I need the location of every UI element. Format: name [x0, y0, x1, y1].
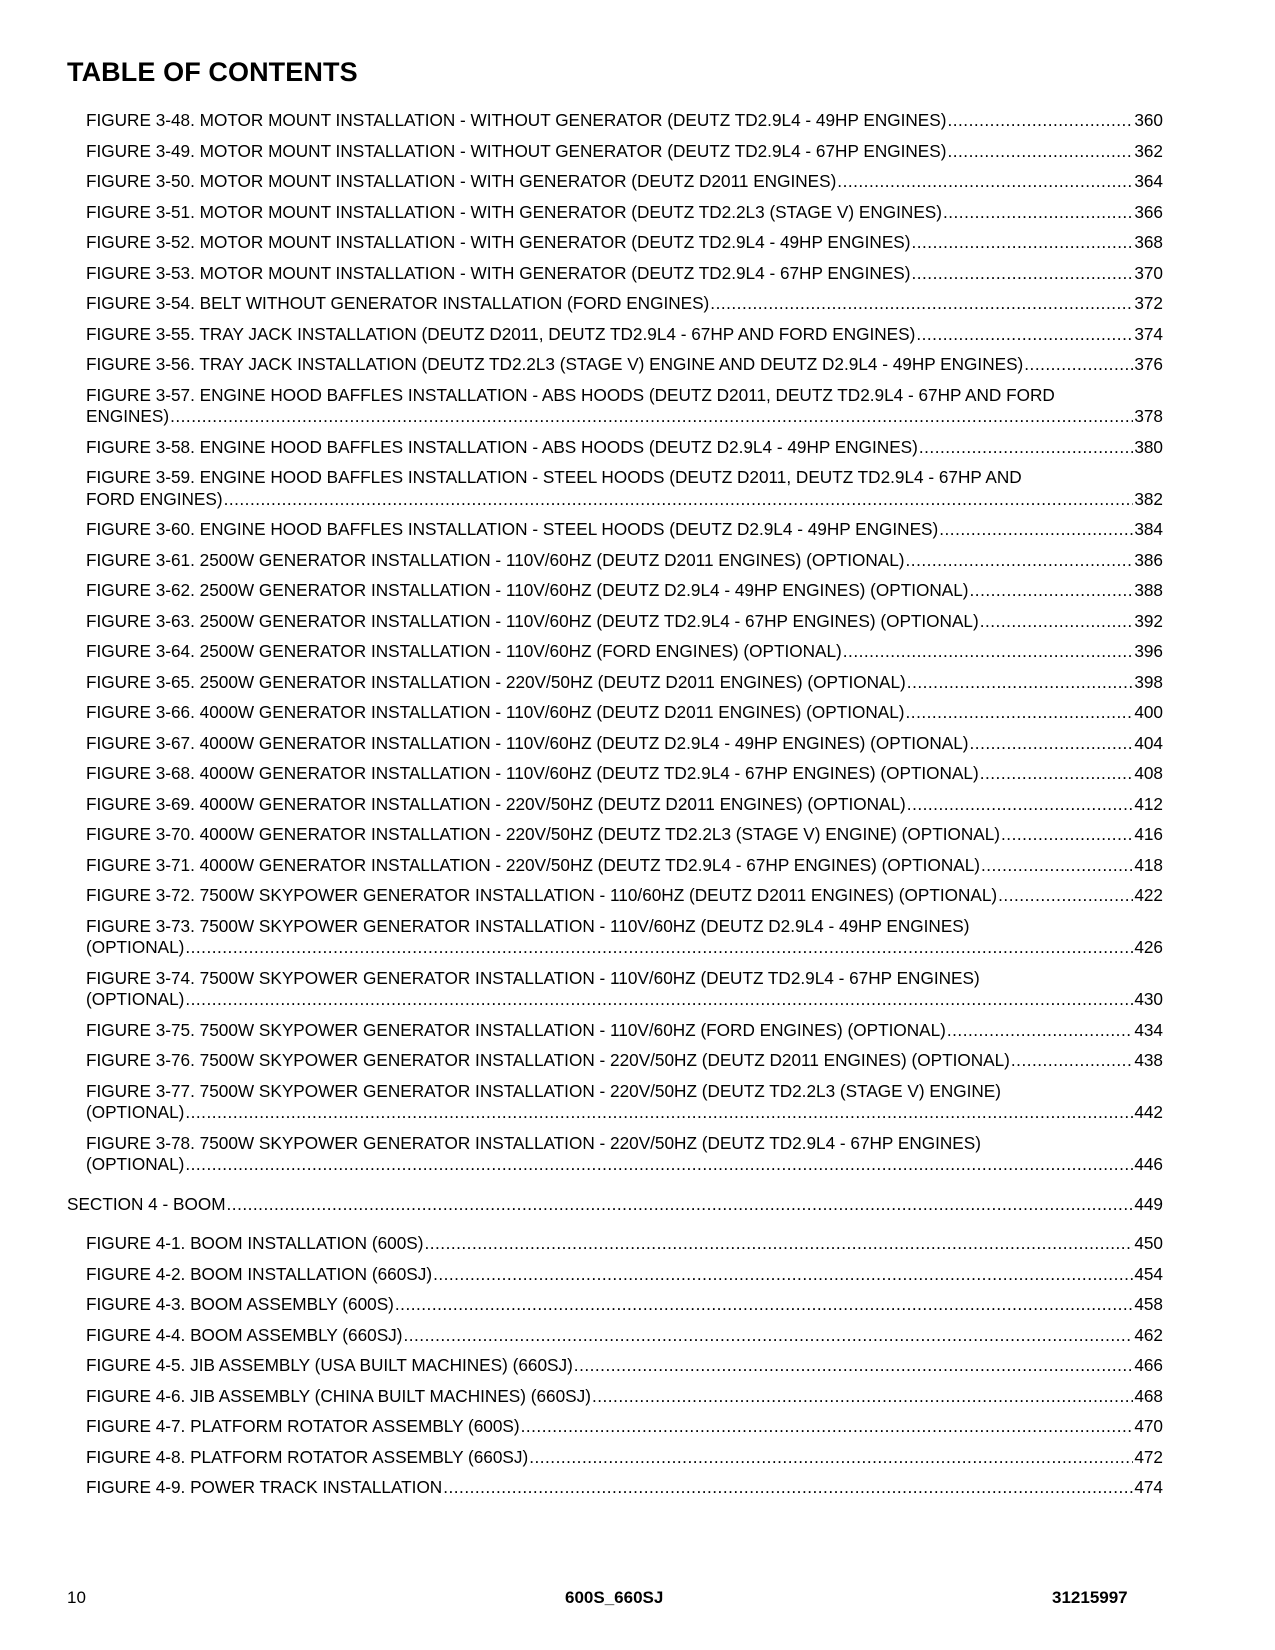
dot-leader [981, 855, 1133, 877]
toc-entry-title: FIGURE 4-4. BOOM ASSEMBLY (660SJ) [86, 1324, 403, 1345]
dot-leader [433, 1264, 1133, 1286]
dot-leader [185, 1102, 1133, 1124]
dot-leader [947, 1020, 1133, 1042]
toc-page-number: 396 [1134, 641, 1163, 661]
toc-page-number: 370 [1134, 262, 1163, 283]
dot-leader [227, 1194, 1134, 1216]
toc-entry-title: FIGURE 3-75. 7500W SKYPOWER GENERATOR INSTALLATION - 110V/60HZ (FORD ENGINES) (OPTIONAL) [86, 1019, 946, 1040]
toc-figure-entry[interactable] [86, 794, 1163, 816]
toc-page-number: 474 [1134, 1477, 1163, 1497]
toc-entry-title: FIGURE 3-63. 2500W GENERATOR INSTALLATION - 110V/60HZ (DEUTZ TD2.9L4 - 67HP ENGINES) (OPTIONAL) [86, 610, 979, 631]
dot-leader [980, 763, 1134, 785]
toc-entry-title: FIGURE 3-67. 4000W GENERATOR INSTALLATION - 110V/60HZ (DEUTZ D2.9L4 - 49HP ENGINES) (OPTIONAL) [86, 732, 969, 753]
dot-leader [185, 937, 1133, 959]
toc-page-number: 362 [1134, 140, 1163, 161]
toc-figure-entry[interactable] [86, 437, 1163, 459]
toc-figure-entry[interactable] [86, 171, 1163, 193]
toc-figure-entry[interactable] [86, 110, 1163, 132]
toc-entry-title: FIGURE 3-50. MOTOR MOUNT INSTALLATION - WITH GENERATOR (DEUTZ D2011 ENGINES) [86, 171, 837, 191]
toc-entry-title: FIGURE 3-64. 2500W GENERATOR INSTALLATION - 110V/60HZ (FORD ENGINES) (OPTIONAL) [86, 641, 842, 661]
dot-leader [943, 202, 1133, 224]
toc-page-number: 438 [1134, 1050, 1163, 1070]
toc-entry-title: FIGURE 4-2. BOOM INSTALLATION (660SJ) [86, 1263, 433, 1284]
toc-page-number: 466 [1134, 1355, 1163, 1375]
toc-page-number: 418 [1134, 854, 1163, 875]
toc-page-number: 450 [1134, 1233, 1163, 1253]
dot-leader [592, 1386, 1133, 1408]
toc-entry-title: FIGURE 3-57. ENGINE HOOD BAFFLES INSTALLATION - ABS HOODS (DEUTZ D2011, DEUTZ TD2.9L4 - 67HP AND FORD [86, 384, 1055, 405]
dot-leader [443, 1477, 1133, 1499]
toc-page-number: 368 [1134, 232, 1163, 252]
toc-page-number: 376 [1134, 354, 1163, 374]
toc-entry-title: FIGURE 3-66. 4000W GENERATOR INSTALLATION - 110V/60HZ (DEUTZ D2011 ENGINES) (OPTIONAL) [86, 702, 905, 722]
dot-leader [916, 324, 1133, 346]
toc-figure-entry[interactable] [86, 1355, 1163, 1377]
dot-leader [980, 611, 1134, 633]
toc-figure-entry[interactable] [86, 1325, 1163, 1347]
toc-page-number: 426 [1134, 937, 1163, 957]
dot-leader [970, 580, 1134, 602]
toc-entry-title: FIGURE 3-59. ENGINE HOOD BAFFLES INSTALLATION - STEEL HOODS (DEUTZ D2011, DEUTZ TD2.9L4 - 67HP AND [86, 467, 1022, 487]
toc-page-number: 388 [1134, 580, 1163, 600]
toc-figure-entry[interactable] [86, 1081, 1163, 1124]
dot-leader [529, 1447, 1133, 1469]
toc-page-number: 380 [1134, 436, 1163, 457]
toc-entry-title-cont: (OPTIONAL) [86, 1102, 185, 1122]
dot-leader [939, 519, 1133, 541]
toc-figure-entry[interactable] [86, 672, 1163, 694]
toc-figure-entry[interactable] [86, 1020, 1163, 1042]
toc-figure-entry[interactable] [86, 1264, 1163, 1286]
toc-entry-title: FIGURE 3-54. BELT WITHOUT GENERATOR INSTALLATION (FORD ENGINES) [86, 293, 710, 313]
toc-figure-entry[interactable] [86, 263, 1163, 285]
toc-figure-entry[interactable] [86, 519, 1163, 541]
toc-entry-title-cont: ENGINES) [86, 406, 170, 426]
toc-figure-entry[interactable] [86, 1050, 1163, 1072]
dot-leader [837, 171, 1133, 193]
footer-page-number: 10 [67, 1588, 86, 1607]
toc-entry-title-cont: (OPTIONAL) [86, 989, 185, 1009]
toc-entry-title: FIGURE 3-69. 4000W GENERATOR INSTALLATION - 220V/50HZ (DEUTZ D2011 ENGINES) (OPTIONAL) [86, 793, 906, 814]
toc-page-number: 386 [1134, 549, 1163, 570]
toc-page-number: 449 [1134, 1193, 1163, 1214]
dot-leader [185, 1154, 1133, 1176]
dot-leader [947, 110, 1133, 132]
toc-entry-title: FIGURE 3-61. 2500W GENERATOR INSTALLATION - 110V/60HZ (DEUTZ D2011 ENGINES) (OPTIONAL) [86, 549, 905, 570]
toc-figure-entry[interactable] [86, 611, 1163, 633]
footer-model: 600S_660SJ [565, 1588, 664, 1607]
toc-page-number: 434 [1134, 1019, 1163, 1040]
toc-entry-title: FIGURE 4-9. POWER TRACK INSTALLATION [86, 1477, 443, 1497]
toc-page-number: 400 [1134, 702, 1163, 722]
toc-entry-title: FIGURE 4-5. JIB ASSEMBLY (USA BUILT MACHINES) (660SJ) [86, 1355, 573, 1375]
toc-entry-title: FIGURE 3-52. MOTOR MOUNT INSTALLATION - WITH GENERATOR (DEUTZ TD2.9L4 - 49HP ENGINES) [86, 232, 911, 252]
toc-figure-entry[interactable] [86, 232, 1163, 254]
toc-list [0, 110, 1275, 1499]
dot-leader [521, 1416, 1134, 1438]
toc-page-number: 372 [1134, 293, 1163, 313]
dot-leader [224, 489, 1134, 511]
toc-page-number: 472 [1134, 1446, 1163, 1467]
dot-leader [906, 702, 1134, 724]
toc-entry-title: FIGURE 3-65. 2500W GENERATOR INSTALLATION - 220V/50HZ (DEUTZ D2011 ENGINES) (OPTIONAL) [86, 671, 906, 692]
page-footer [0, 1588, 1275, 1612]
toc-figure-entry[interactable] [86, 763, 1163, 785]
toc-page-number: 398 [1134, 671, 1163, 692]
toc-page-number: 422 [1134, 885, 1163, 905]
toc-figure-entry[interactable] [86, 1133, 1163, 1176]
toc-figure-entry[interactable] [86, 385, 1163, 428]
toc-entry-title: FIGURE 3-71. 4000W GENERATOR INSTALLATION - 220V/50HZ (DEUTZ TD2.9L4 - 67HP ENGINES) (OPTIONAL) [86, 854, 980, 875]
toc-page-number: 442 [1134, 1102, 1163, 1122]
toc-figure-entry[interactable] [86, 885, 1163, 907]
toc-figure-entry[interactable] [86, 1233, 1163, 1255]
dot-leader [911, 232, 1133, 254]
toc-entry-title: FIGURE 3-74. 7500W SKYPOWER GENERATOR INSTALLATION - 110V/60HZ (DEUTZ TD2.9L4 - 67HP ENGINES) [86, 967, 980, 988]
toc-page-number: 408 [1134, 763, 1163, 783]
dot-leader [710, 293, 1133, 315]
toc-page-number: 458 [1134, 1294, 1163, 1314]
toc-page-number: 446 [1134, 1154, 1163, 1174]
toc-entry-title: FIGURE 4-3. BOOM ASSEMBLY (600S) [86, 1294, 394, 1314]
toc-page-number: 382 [1134, 488, 1163, 509]
toc-page-number: 378 [1134, 406, 1163, 426]
dot-leader [1024, 354, 1133, 376]
toc-page-number: 462 [1134, 1324, 1163, 1345]
toc-page-number: 470 [1134, 1416, 1163, 1436]
toc-figure-entry[interactable] [86, 641, 1163, 663]
toc-entry-title: FIGURE 4-7. PLATFORM ROTATOR ASSEMBLY (600S) [86, 1416, 520, 1436]
toc-page-number: 360 [1134, 110, 1163, 130]
toc-figure-entry[interactable] [86, 916, 1163, 959]
toc-entry-title: FIGURE 3-72. 7500W SKYPOWER GENERATOR INSTALLATION - 110/60HZ (DEUTZ D2011 ENGINES) (OPTIONAL) [86, 885, 998, 905]
toc-figure-entry[interactable] [86, 733, 1163, 755]
toc-page-number: 384 [1134, 519, 1163, 539]
toc-figure-entry[interactable] [86, 855, 1163, 877]
dot-leader [911, 263, 1133, 285]
toc-figure-entry[interactable] [86, 824, 1163, 846]
dot-leader [843, 641, 1134, 663]
toc-figure-entry[interactable] [86, 141, 1163, 163]
toc-figure-entry[interactable] [86, 202, 1163, 224]
page-title: TABLE OF CONTENTS [67, 57, 358, 87]
dot-leader [403, 1325, 1133, 1347]
toc-entry-title: FIGURE 3-49. MOTOR MOUNT INSTALLATION - WITHOUT GENERATOR (DEUTZ TD2.9L4 - 67HP ENGINES) [86, 140, 947, 161]
toc-entry-title: FIGURE 3-68. 4000W GENERATOR INSTALLATION - 110V/60HZ (DEUTZ TD2.9L4 - 67HP ENGINES) (OPTIONAL) [86, 763, 979, 783]
toc-entry-title: FIGURE 4-6. JIB ASSEMBLY (CHINA BUILT MACHINES) (660SJ) [86, 1385, 591, 1406]
toc-figure-entry[interactable] [86, 1447, 1163, 1469]
dot-leader [395, 1294, 1133, 1316]
toc-page-number: 364 [1134, 171, 1163, 191]
toc-figure-entry[interactable] [86, 968, 1163, 1011]
toc-entry-title: FIGURE 4-8. PLATFORM ROTATOR ASSEMBLY (660SJ) [86, 1446, 529, 1467]
dot-leader [170, 406, 1133, 428]
toc-entry-title-cont: FORD ENGINES) [86, 488, 223, 509]
dot-leader [1011, 1050, 1133, 1072]
toc-figure-entry[interactable] [86, 1416, 1163, 1438]
toc-entry-title: FIGURE 3-70. 4000W GENERATOR INSTALLATION - 220V/50HZ (DEUTZ TD2.2L3 (STAGE V) ENGINE) (OPTIONAL) [86, 824, 1001, 844]
footer-doc-number: 31215997 [1052, 1588, 1128, 1607]
dot-leader [970, 733, 1134, 755]
toc-page-number: 374 [1134, 323, 1163, 344]
toc-entry-title: FIGURE 3-78. 7500W SKYPOWER GENERATOR INSTALLATION - 220V/50HZ (DEUTZ TD2.9L4 - 67HP ENGINES) [86, 1132, 981, 1153]
dot-leader [919, 437, 1133, 459]
toc-entry-title: FIGURE 3-48. MOTOR MOUNT INSTALLATION - WITHOUT GENERATOR (DEUTZ TD2.9L4 - 49HP ENGINES) [86, 110, 947, 130]
toc-entry-title: FIGURE 3-60. ENGINE HOOD BAFFLES INSTALLATION - STEEL HOODS (DEUTZ D2.9L4 - 49HP ENGINES) [86, 519, 939, 539]
toc-page-number: 416 [1134, 824, 1163, 844]
toc-figure-entry[interactable] [86, 324, 1163, 346]
toc-figure-entry[interactable] [86, 1294, 1163, 1316]
dot-leader [424, 1233, 1133, 1255]
toc-page-number: 412 [1134, 793, 1163, 814]
toc-figure-entry[interactable] [86, 293, 1163, 315]
dot-leader [185, 989, 1133, 1011]
toc-entry-title-cont: (OPTIONAL) [86, 937, 185, 957]
toc-entry-title: FIGURE 3-77. 7500W SKYPOWER GENERATOR INSTALLATION - 220V/50HZ (DEUTZ TD2.2L3 (STAGE V) ENGINE) [86, 1080, 1001, 1101]
toc-entry-title: SECTION 4 - BOOM [67, 1193, 226, 1214]
dot-leader [907, 672, 1134, 694]
toc-page-number: 454 [1134, 1263, 1163, 1284]
toc-entry-title: FIGURE 3-73. 7500W SKYPOWER GENERATOR INSTALLATION - 110V/60HZ (DEUTZ D2.9L4 - 49HP ENGINES) [86, 915, 970, 936]
toc-page-number: 468 [1134, 1385, 1163, 1406]
toc-figure-entry[interactable] [86, 702, 1163, 724]
toc-figure-entry[interactable] [86, 467, 1163, 510]
toc-figure-entry[interactable] [86, 1477, 1163, 1499]
dot-leader [998, 885, 1133, 907]
toc-page-number: 404 [1134, 732, 1163, 753]
toc-entry-title: FIGURE 3-62. 2500W GENERATOR INSTALLATION - 110V/60HZ (DEUTZ D2.9L4 - 49HP ENGINES) (OPTIONAL) [86, 580, 969, 600]
dot-leader [1001, 824, 1133, 846]
dot-leader [907, 794, 1134, 816]
toc-entry-title-cont: (OPTIONAL) [86, 1154, 185, 1174]
toc-page-number: 392 [1134, 610, 1163, 631]
toc-page-number: 430 [1134, 989, 1163, 1009]
dot-leader [906, 550, 1134, 572]
toc-page-number: 366 [1134, 201, 1163, 222]
toc-figure-entry[interactable] [86, 550, 1163, 572]
toc-entry-title: FIGURE 4-1. BOOM INSTALLATION (600S) [86, 1233, 424, 1253]
toc-figure-entry[interactable] [86, 1386, 1163, 1408]
toc-entry-title: FIGURE 3-58. ENGINE HOOD BAFFLES INSTALLATION - ABS HOODS (DEUTZ D2.9L4 - 49HP ENGINES) [86, 436, 918, 457]
toc-entry-title: FIGURE 3-76. 7500W SKYPOWER GENERATOR INSTALLATION - 220V/50HZ (DEUTZ D2011 ENGINES) (OPTIONAL) [86, 1050, 1010, 1070]
toc-section-entry[interactable] [67, 1194, 1163, 1216]
dot-leader [574, 1355, 1134, 1377]
toc-entry-title: FIGURE 3-53. MOTOR MOUNT INSTALLATION - WITH GENERATOR (DEUTZ TD2.9L4 - 67HP ENGINES) [86, 262, 911, 283]
dot-leader [947, 141, 1133, 163]
toc-figure-entry[interactable] [86, 580, 1163, 602]
toc-entry-title: FIGURE 3-55. TRAY JACK INSTALLATION (DEUTZ D2011, DEUTZ TD2.9L4 - 67HP AND FORD ENGINES) [86, 323, 916, 344]
toc-entry-title: FIGURE 3-56. TRAY JACK INSTALLATION (DEUTZ TD2.2L3 (STAGE V) ENGINE AND DEUTZ D2.9L4 - 49HP ENGINES) [86, 354, 1024, 374]
toc-entry-title: FIGURE 3-51. MOTOR MOUNT INSTALLATION - WITH GENERATOR (DEUTZ TD2.2L3 (STAGE V) ENGINES) [86, 201, 942, 222]
toc-figure-entry[interactable] [86, 354, 1163, 376]
